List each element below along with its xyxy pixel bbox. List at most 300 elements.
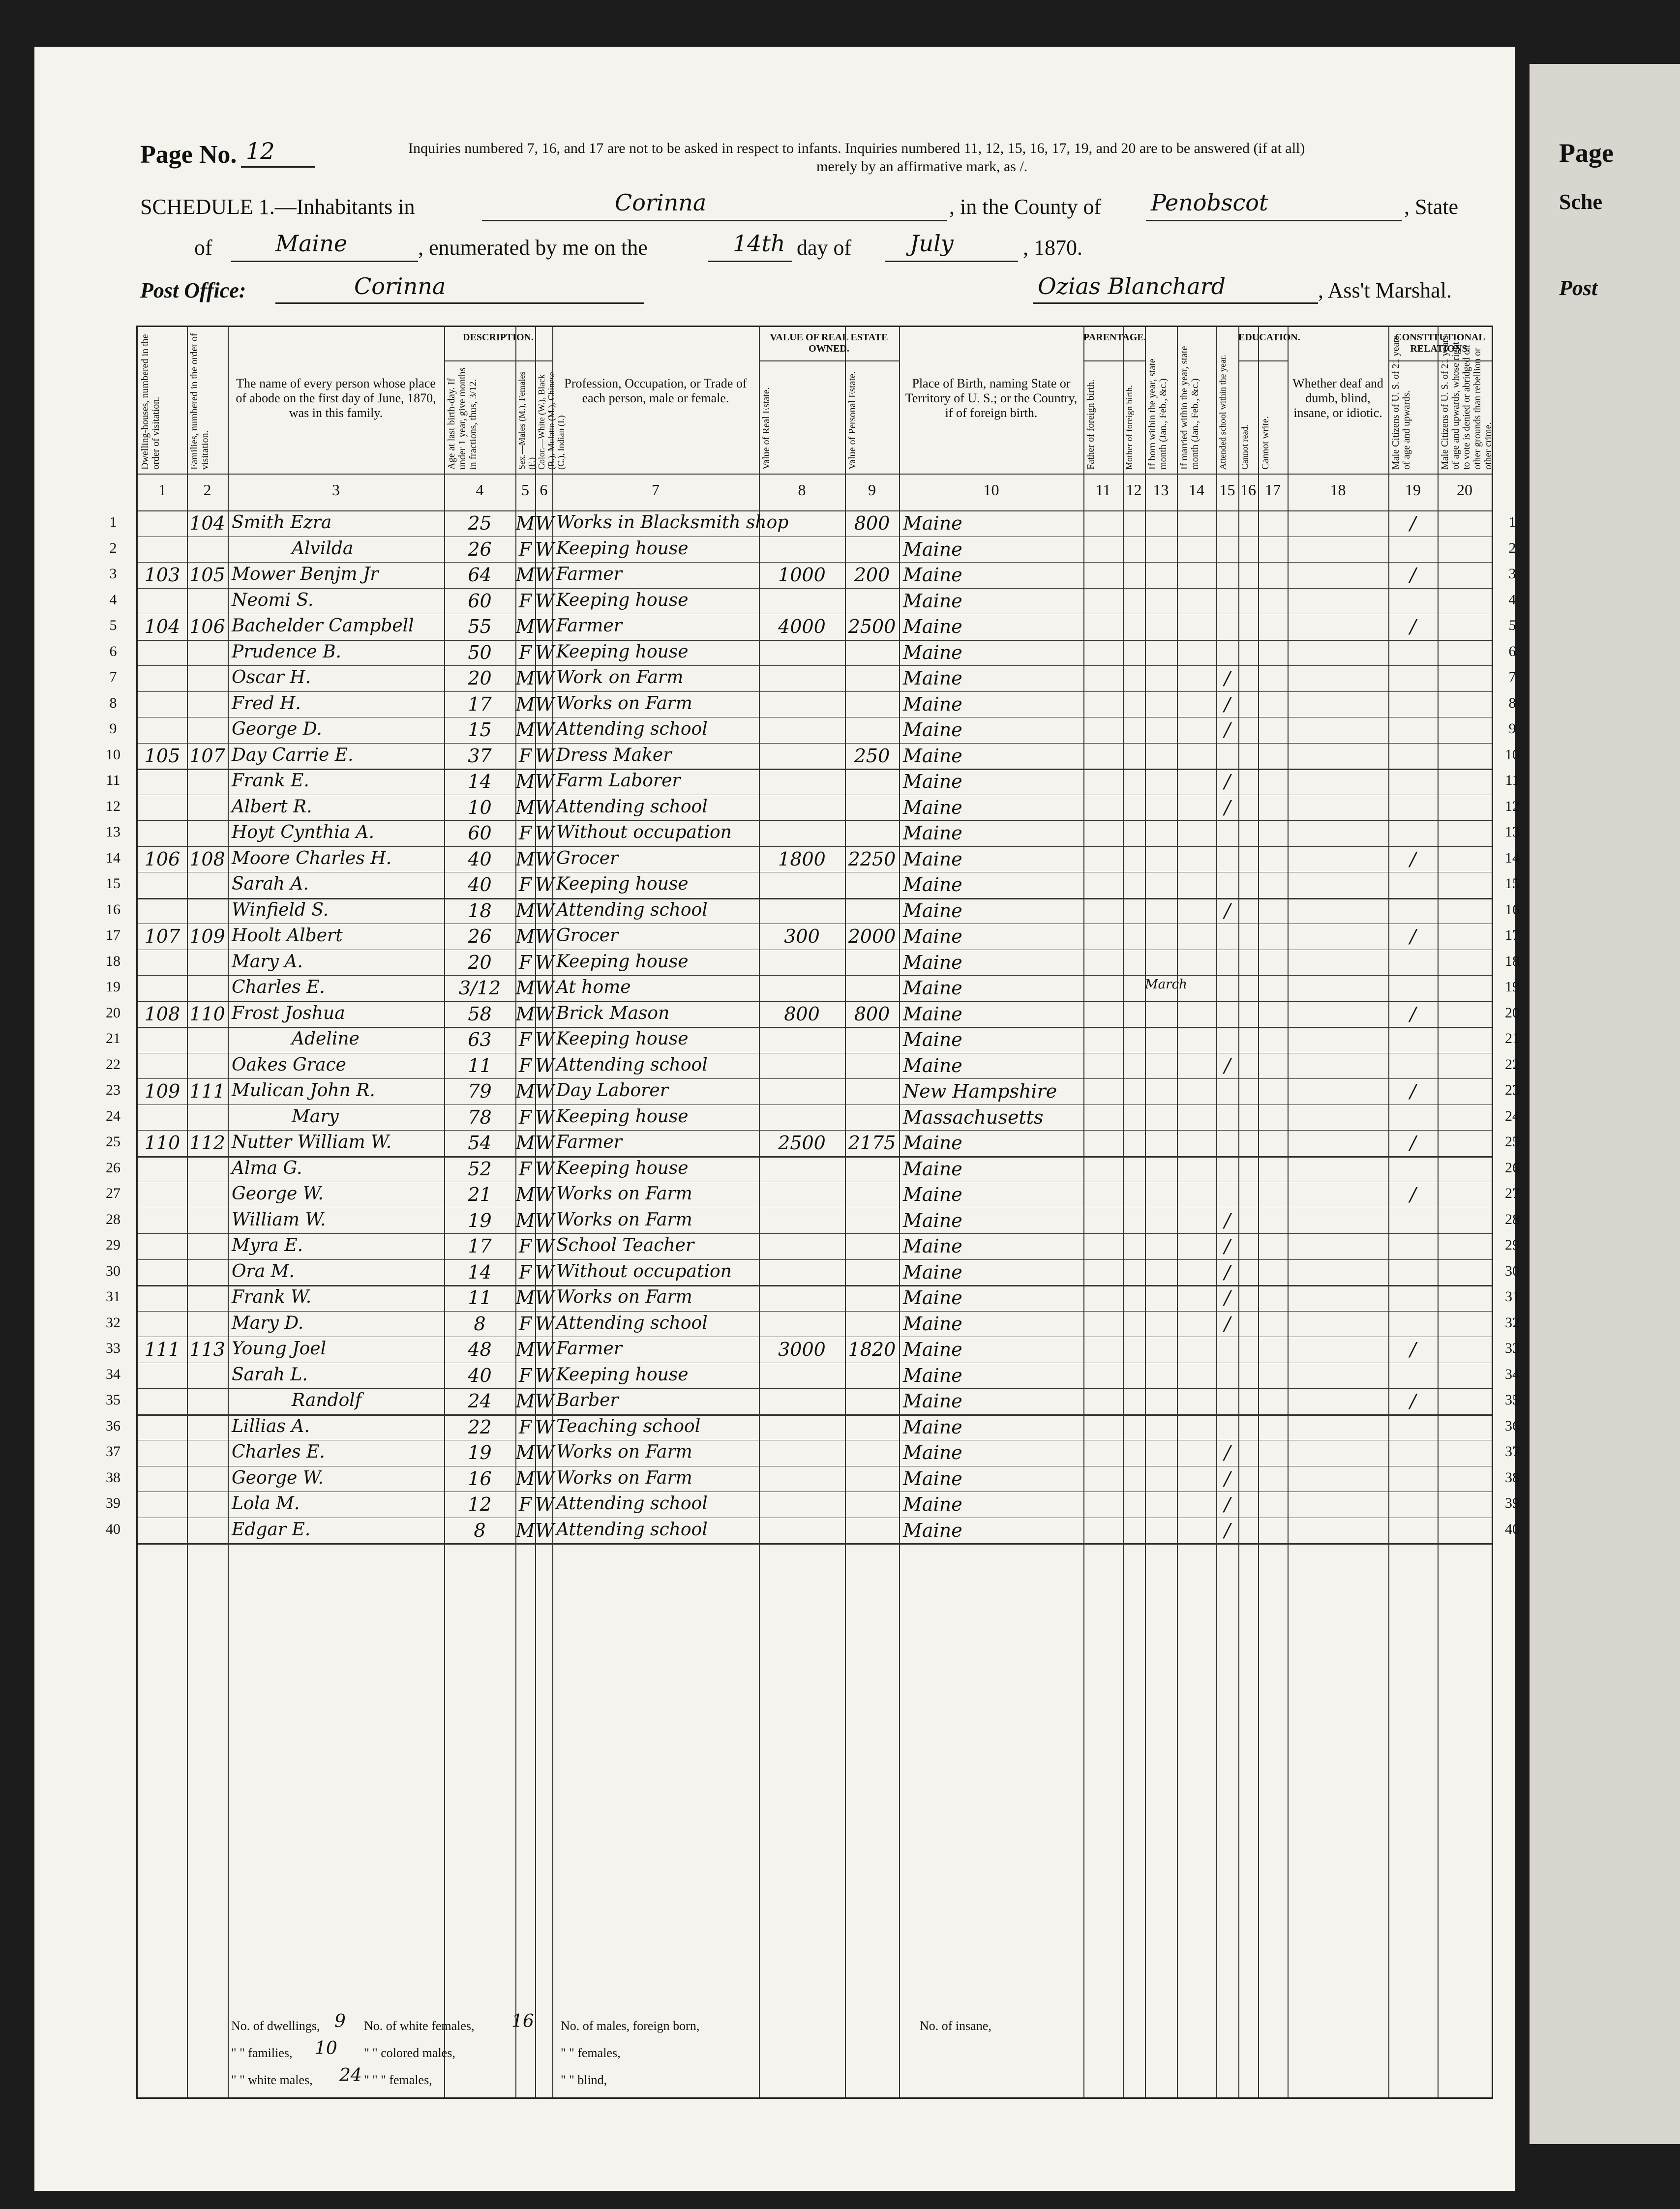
cell-age: 8: [474, 1313, 486, 1335]
cell-age: 60: [468, 590, 492, 612]
cell-sex: M: [515, 1467, 535, 1490]
cell-color: W: [535, 641, 555, 663]
cell-color: W: [535, 977, 555, 999]
line-number-left: 32: [106, 1314, 120, 1331]
cell-name: Moore Charles H.: [232, 848, 392, 868]
cell-name: Frank E.: [232, 771, 309, 791]
cell-sex: F: [518, 1261, 532, 1283]
cell-color: W: [535, 719, 555, 741]
cell-color: W: [535, 590, 555, 612]
cell-birth: Maine: [903, 667, 962, 689]
cell-d: 109: [144, 1080, 180, 1102]
cell-occ: Attending school: [556, 1493, 708, 1514]
cell-sex: F: [518, 1313, 532, 1335]
cell-birth: Maine: [903, 796, 962, 818]
cell-birth: Maine: [903, 1209, 962, 1231]
line-number-left: 1: [109, 514, 117, 530]
footer-insane-label: No. of insane,: [920, 2019, 991, 2033]
cell-re: 300: [784, 925, 820, 947]
cell-sex: F: [518, 1493, 532, 1515]
cell-age: 58: [468, 1003, 492, 1025]
cell-age: 20: [468, 951, 492, 973]
column-number-19: 19: [1405, 481, 1421, 499]
cell-name: George W.: [232, 1184, 324, 1204]
cell-sex: F: [518, 1029, 532, 1050]
cell-d: 107: [144, 925, 180, 947]
cell-occ: Keeping house: [556, 1364, 689, 1385]
cell-age: 22: [468, 1416, 492, 1438]
line-number-right: 36: [1505, 1417, 1520, 1434]
cell-name: Sarah A.: [232, 874, 309, 894]
row-divider: [138, 769, 1492, 770]
group-constitutional: CONSTITUTIONAL RELATIONS.: [1395, 332, 1485, 354]
cell-color: W: [535, 667, 555, 689]
cell-occ: Keeping house: [556, 641, 689, 662]
cell-school: /: [1224, 1442, 1230, 1463]
cell-birth: Maine: [903, 745, 962, 767]
cell-occ: Without occupation: [556, 1261, 732, 1282]
line-number-right: 15: [1505, 875, 1520, 892]
cell-name: Mary: [292, 1106, 339, 1127]
enumeration-month: July: [910, 230, 954, 257]
line-number-left: 21: [106, 1030, 120, 1046]
cell-birth: Maine: [903, 693, 962, 715]
cell-age: 25: [468, 512, 492, 534]
row-divider: [138, 1233, 1492, 1234]
cell-name: Randolf: [292, 1390, 362, 1410]
cell-color: W: [535, 1339, 555, 1360]
column-divider: [1258, 327, 1259, 2097]
column-header-20: Male Citizens of U. S. of 21 years of age and upwards, whose right to vote is denied or abridged on other grounds than rebellion or other crime.: [1440, 335, 1494, 470]
cell-name: Alvilda: [292, 538, 354, 559]
cell-age: 19: [468, 1442, 492, 1463]
cell-d: 108: [144, 1003, 180, 1025]
cell-f: 111: [189, 1080, 225, 1102]
cell-color: W: [535, 874, 555, 896]
line-number-left: 18: [106, 953, 120, 969]
cell-re: 3000: [778, 1339, 826, 1360]
cell-color: W: [535, 1235, 555, 1257]
line-number-left: 33: [106, 1340, 120, 1356]
column-number-8: 8: [798, 481, 806, 499]
cell-occ: Keeping house: [556, 1029, 689, 1049]
cell-age: 11: [468, 1054, 492, 1076]
column-number-16: 16: [1240, 481, 1256, 499]
cell-occ: Keeping house: [556, 874, 689, 894]
cell-birth: Maine: [903, 1493, 962, 1515]
line-number-left: 10: [106, 746, 120, 763]
cell-age: 54: [468, 1132, 492, 1154]
cell-occ: Works on Farm: [556, 1184, 692, 1204]
cell-age: 21: [468, 1184, 492, 1205]
cell-name: Lola M.: [232, 1493, 300, 1514]
cell-sex: M: [515, 719, 535, 741]
cell-sex: M: [515, 977, 535, 999]
cell-color: W: [535, 1390, 555, 1412]
row-divider: [138, 691, 1492, 692]
cell-name: Alma G.: [232, 1158, 302, 1178]
cell-school: /: [1224, 667, 1230, 689]
cell-name: Sarah L.: [232, 1364, 308, 1385]
cell-re: 1800: [778, 848, 826, 870]
cell-color: W: [535, 512, 555, 534]
cell-color: W: [535, 1519, 555, 1541]
cell-sex: M: [515, 1003, 535, 1025]
line-number-right: 17: [1505, 927, 1520, 943]
row-divider: [138, 898, 1492, 899]
column-header-4: Age at last birth-day. If under 1 year, give months in fractions, thus, 3/12.: [446, 367, 479, 470]
cell-name: George D.: [232, 719, 322, 739]
cell-color: W: [535, 1106, 555, 1128]
cell-name: William W.: [232, 1209, 326, 1230]
cell-birth: Maine: [903, 1029, 962, 1050]
line-number-left: 39: [106, 1495, 120, 1511]
row-divider: [138, 1027, 1492, 1028]
column-header-14: If married within the year, state month (Jan., Feb., &c.): [1179, 346, 1200, 470]
cell-color: W: [535, 1080, 555, 1102]
line-number-left: 38: [106, 1469, 120, 1486]
cell-name: Prudence B.: [232, 641, 341, 662]
cell-occ: Attending school: [556, 719, 708, 739]
column-number-9: 9: [868, 481, 876, 499]
cell-sex: F: [518, 1416, 532, 1438]
cell-age: 64: [468, 564, 492, 586]
cell-age: 19: [468, 1209, 492, 1231]
cell-occ: Day Laborer: [556, 1080, 668, 1101]
line-number-left: 2: [109, 539, 117, 556]
cell-d: 111: [144, 1339, 180, 1360]
cell-birth: Maine: [903, 1467, 962, 1490]
cell-sex: M: [515, 1080, 535, 1102]
row-divider: [138, 1156, 1492, 1158]
footer-white-females-label: No. of white females,: [364, 2019, 475, 2033]
column-header-6: Color.—White (W.), Black (B.), Mulatto (M.), Chinese (C.), Indian (I.): [537, 372, 566, 470]
cell-occ: Farm Laborer: [556, 771, 681, 791]
column-divider: [1238, 327, 1239, 2097]
cell-age: 26: [468, 538, 492, 560]
line-number-right: 12: [1505, 798, 1520, 814]
cell-color: W: [535, 1287, 555, 1309]
cell-color: W: [535, 1184, 555, 1205]
cell-birth: Maine: [903, 1132, 962, 1154]
column-number-14: 14: [1189, 481, 1204, 499]
cell-age: 20: [468, 667, 492, 689]
line-number-left: 26: [106, 1159, 120, 1176]
line-number-left: 13: [106, 824, 120, 840]
line-number-right: 32: [1505, 1314, 1520, 1331]
column-number-17: 17: [1265, 481, 1281, 499]
adjacent-page-label: Page: [1559, 138, 1614, 168]
cell-color: W: [535, 693, 555, 715]
cell-birth: Maine: [903, 848, 962, 870]
cell-color: W: [535, 1054, 555, 1076]
line-number-right: 35: [1505, 1392, 1520, 1408]
cell-sex: F: [518, 538, 532, 560]
cell-name: Young Joel: [232, 1339, 327, 1359]
cell-birth: Maine: [903, 1416, 962, 1438]
cell-sex: M: [515, 564, 535, 586]
cell-sex: M: [515, 1287, 535, 1309]
cell-name: Smith Ezra: [232, 512, 332, 533]
cell-d: 106: [144, 848, 180, 870]
cell-school: /: [1224, 693, 1230, 715]
column-divider: [1177, 327, 1178, 2097]
cell-pe: 2500: [848, 616, 896, 637]
cell-sex: F: [518, 822, 532, 844]
line-number-right: 18: [1505, 953, 1520, 969]
line-number-right: 40: [1505, 1521, 1520, 1537]
column-number-12: 12: [1126, 481, 1142, 499]
cell-name: Winfield S.: [232, 899, 329, 920]
cell-c19: /: [1410, 564, 1416, 586]
group-description: DESCRIPTION.: [463, 332, 534, 343]
cell-birth: Maine: [903, 1519, 962, 1541]
group-value-estate-rule: [759, 360, 899, 361]
cell-occ: Works on Farm: [556, 1209, 692, 1230]
cell-color: W: [535, 1442, 555, 1463]
cell-f: 107: [189, 745, 225, 767]
instructions-line-1: Inquiries numbered 7, 16, and 17 are not to be asked in respect to infants. Inquiries numbered 11, 12, 15, 16, 17, 19, and 20 are to be answered (if at all): [408, 140, 1305, 156]
cell-sex: M: [515, 1339, 535, 1360]
cell-color: W: [535, 796, 555, 818]
cell-occ: School Teacher: [556, 1235, 694, 1255]
column-header-15: Attended school within the year.: [1218, 355, 1228, 470]
cell-name: Mary A.: [232, 951, 303, 972]
line-number-left: 22: [106, 1056, 120, 1073]
cell-birth: Maine: [903, 1054, 962, 1076]
footer-families-value: 10: [315, 2038, 337, 2059]
column-number-18: 18: [1330, 481, 1346, 499]
row-divider: [138, 1104, 1492, 1105]
cell-c19: /: [1410, 512, 1416, 534]
cell-occ: Farmer: [556, 616, 622, 636]
cell-color: W: [535, 925, 555, 947]
cell-pe: 250: [854, 745, 890, 767]
footer-blind-label: " " blind,: [561, 2073, 607, 2087]
cell-name: Charles E.: [232, 1442, 325, 1462]
cell-age: 8: [474, 1519, 486, 1541]
line-number-right: 39: [1505, 1495, 1520, 1511]
cell-name: Lillias A.: [232, 1416, 310, 1436]
cell-age: 24: [468, 1390, 492, 1412]
cell-school: /: [1224, 1287, 1230, 1309]
cell-sex: M: [515, 796, 535, 818]
cell-occ: Brick Mason: [556, 1003, 670, 1023]
group-parentage: PARENTAGE.: [1083, 332, 1146, 343]
cell-age: 78: [468, 1106, 492, 1128]
cell-f: 109: [189, 925, 225, 947]
cell-birth: Maine: [903, 874, 962, 896]
column-divider: [1288, 327, 1289, 2097]
footer-females-label-2: " " " females,: [364, 2073, 432, 2087]
marshal-name: Ozias Blanchard: [1038, 273, 1226, 299]
cell-sex: M: [515, 667, 535, 689]
cell-name: Mary D.: [232, 1313, 304, 1333]
line-number-left: 4: [109, 591, 117, 608]
cell-age: 16: [468, 1467, 492, 1490]
column-header-13: If born within the year, state month (Jan., Feb., &c.): [1147, 358, 1169, 470]
column-header-8: Value of Real Estate.: [761, 387, 772, 470]
cell-pe: 2000: [848, 925, 896, 947]
row-divider: [138, 1001, 1492, 1002]
column-header-17: Cannot write.: [1260, 416, 1271, 470]
column-number-11: 11: [1095, 481, 1111, 499]
cell-birth: Maine: [903, 1339, 962, 1360]
cell-age: 40: [468, 848, 492, 870]
line-number-right: 27: [1505, 1185, 1520, 1201]
column-header-5: Sex.—Males (M.), Females (F.): [517, 371, 537, 470]
cell-color: W: [535, 1261, 555, 1283]
line-number-right: 1: [1508, 514, 1516, 530]
group-description-rule: [444, 360, 552, 361]
column-number-7: 7: [652, 481, 660, 499]
cell-sex: M: [515, 1390, 535, 1412]
line-number-right: 23: [1505, 1082, 1520, 1098]
line-number-right: 30: [1505, 1262, 1520, 1279]
cell-color: W: [535, 1029, 555, 1050]
line-number-left: 9: [109, 720, 117, 737]
column-number-6: 6: [540, 481, 548, 499]
cell-sex: M: [515, 1184, 535, 1205]
cell-sex: M: [515, 925, 535, 947]
cell-birth: Maine: [903, 771, 962, 792]
cell-birth: Maine: [903, 1364, 962, 1386]
cell-re: 2500: [778, 1132, 826, 1154]
cell-c19: /: [1410, 1339, 1416, 1360]
cell-c19: /: [1410, 848, 1416, 870]
row-divider: [138, 1130, 1492, 1131]
cell-sex: F: [518, 1054, 532, 1076]
cell-school: /: [1224, 796, 1230, 818]
footer-families-label: " " families,: [231, 2046, 293, 2060]
post-office-label: Post Office:: [140, 278, 246, 302]
cell-color: W: [535, 1493, 555, 1515]
cell-c19: /: [1410, 925, 1416, 947]
cell-pe: 2175: [848, 1132, 896, 1154]
column-header-1: Dwelling-houses, numbered in the order of visitation.: [140, 334, 161, 470]
cell-age: 18: [468, 899, 492, 922]
column-header-16: Cannot read.: [1240, 424, 1250, 470]
cell-occ: Without occupation: [556, 822, 732, 842]
group-education-rule: [1238, 360, 1288, 361]
line-number-left: 23: [106, 1082, 120, 1098]
cell-occ: Keeping house: [556, 1158, 689, 1178]
cell-school: /: [1224, 1235, 1230, 1257]
cell-birth: Maine: [903, 719, 962, 741]
cell-occ: Works on Farm: [556, 1287, 692, 1307]
cell-birth: Maine: [903, 1003, 962, 1025]
cell-sex: M: [515, 1442, 535, 1463]
line-number-right: 8: [1508, 694, 1516, 711]
cell-color: W: [535, 538, 555, 560]
town-name: Corinna: [615, 189, 707, 216]
cell-birth: Maine: [903, 977, 962, 999]
cell-re: 800: [784, 1003, 820, 1025]
cell-age: 50: [468, 641, 492, 663]
line-number-right: 34: [1505, 1366, 1520, 1382]
cell-birth: Maine: [903, 899, 962, 922]
cell-f: 108: [189, 848, 225, 870]
cell-school: /: [1224, 1493, 1230, 1515]
cell-name: Albert R.: [232, 796, 312, 817]
marshal-label: , Ass't Marshal.: [1318, 278, 1452, 302]
cell-d: 103: [144, 564, 180, 586]
line-number-left: 7: [109, 669, 117, 685]
enumeration-year: , 1870.: [1023, 236, 1082, 260]
cell-color: W: [535, 745, 555, 767]
cell-name: Myra E.: [232, 1235, 303, 1255]
cell-sex: M: [515, 1519, 535, 1541]
cell-c19: /: [1410, 1390, 1416, 1412]
cell-age: 48: [468, 1339, 492, 1360]
row-divider: [138, 665, 1492, 666]
column-number-20: 20: [1457, 481, 1472, 499]
cell-occ: Farmer: [556, 1339, 622, 1359]
cell-occ: Barber: [556, 1390, 619, 1410]
group-education: EDUCATION.: [1238, 332, 1300, 343]
cell-birth: Maine: [903, 616, 962, 637]
line-number-right: 29: [1505, 1237, 1520, 1253]
line-number-right: 4: [1508, 591, 1516, 608]
line-number-left: 24: [106, 1107, 120, 1124]
cell-birth: Maine: [903, 1261, 962, 1283]
cell-sex: M: [515, 1209, 535, 1231]
row-divider: [138, 640, 1492, 641]
column-header-7: Profession, Occupation, or Trade of each person, male or female.: [564, 376, 747, 405]
line-number-left: 31: [106, 1288, 120, 1305]
cell-color: W: [535, 848, 555, 870]
column-header-2: Families, numbered in the order of visitation.: [189, 333, 210, 470]
cell-color: W: [535, 822, 555, 844]
column-number-2: 2: [203, 481, 211, 499]
cell-occ: Attending school: [556, 1313, 708, 1333]
cell-birth: Maine: [903, 951, 962, 973]
cell-occ: Keeping house: [556, 1106, 689, 1127]
cell-sex: M: [515, 512, 535, 534]
cell-c19: /: [1410, 1184, 1416, 1205]
line-number-right: 19: [1505, 979, 1520, 995]
cell-occ: Works on Farm: [556, 1467, 692, 1488]
post-office-name: Corinna: [354, 273, 446, 299]
cell-occ: Works on Farm: [556, 1442, 692, 1462]
cell-occ: Keeping house: [556, 951, 689, 972]
cell-age: 60: [468, 822, 492, 844]
cell-name: Hoyt Cynthia A.: [232, 822, 374, 842]
column-header-10: Place of Birth, naming State or Territory of U. S.; or the Country, if of foreign birth.: [905, 376, 1078, 420]
cell-name: Edgar E.: [232, 1519, 311, 1540]
cell-age: 63: [468, 1029, 492, 1050]
cell-pe: 200: [854, 564, 890, 586]
line-number-right: 13: [1505, 824, 1520, 840]
cell-color: W: [535, 771, 555, 792]
cell-color: W: [535, 1132, 555, 1154]
cell-sex: F: [518, 590, 532, 612]
cell-occ: At home: [556, 977, 631, 997]
census-table: [136, 326, 1493, 2099]
cell-name: George W.: [232, 1467, 324, 1488]
cell-c19: /: [1410, 1080, 1416, 1102]
line-number-left: 37: [106, 1443, 120, 1460]
cell-birth: Maine: [903, 590, 962, 612]
column-divider: [759, 327, 760, 2097]
cell-name: Mulican John R.: [232, 1080, 375, 1101]
line-number-left: 30: [106, 1262, 120, 1279]
line-number-right: 26: [1505, 1159, 1520, 1176]
cell-c19: /: [1410, 1003, 1416, 1025]
line-number-right: 6: [1508, 643, 1516, 659]
cell-name: Adeline: [292, 1029, 360, 1049]
column-divider: [187, 327, 188, 2097]
